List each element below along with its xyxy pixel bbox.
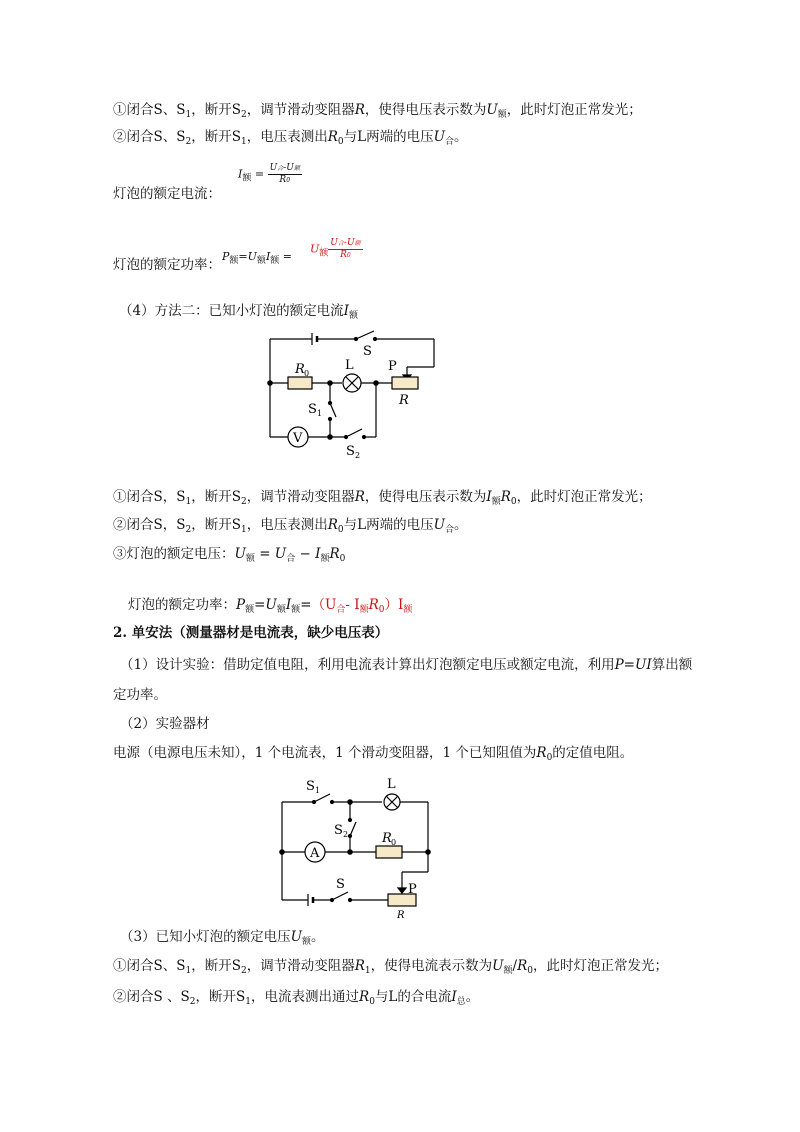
resistor-r0 — [376, 846, 402, 858]
slider-arrow — [398, 888, 406, 893]
current-formula-label: 灯泡的额定电流： — [113, 186, 221, 202]
rheostat-r — [392, 377, 418, 389]
current-formula: $I_额$ = $\frac{\text{U合-U额}}{R0}$ — [238, 163, 300, 185]
circuit-diagram-voltmeter — [262, 325, 442, 465]
label-s: S — [336, 877, 345, 892]
label-r: R — [399, 393, 409, 408]
label-s: S — [363, 344, 372, 359]
label-l: L — [387, 777, 396, 792]
switch-s2 — [350, 822, 356, 836]
ammeter-label: A — [310, 846, 320, 861]
method2-heading: （4）方法二：已知小灯泡的额定电流$I_额$ — [119, 303, 358, 321]
power-b: 灯泡的额定功率：$P_额=U_额I_额=(U_合-$ $I_额R_0)I_额$ — [128, 597, 413, 615]
switch-s1 — [330, 403, 336, 417]
switch-s — [356, 331, 374, 339]
switch-s — [332, 892, 348, 900]
equipment-title: （2）实验器材 — [120, 716, 210, 732]
label-l: L — [345, 358, 354, 373]
label-r: R — [397, 910, 405, 921]
step-b1: ①闭合S，$S_1$，断开$S_2$，调节滑动变阻器R，使得电压表示数为$I_额R_0$，此时灯泡正常发光； — [113, 489, 652, 507]
step-c2: ②闭合S 、$S_2$，断开$S_1$，电流表测出通过$R_0$与L的合电流$I_总$。 — [113, 989, 480, 1007]
resistor-r0 — [288, 377, 312, 389]
circuit-diagram-ammeter — [270, 772, 440, 922]
switch-s1 — [314, 794, 330, 802]
step-a2: ②闭合S、$S_2$，断开$S_1$，电压表测出$R_0$与L两端的电压$U_合$。 — [113, 129, 468, 147]
step-c0: （3）已知小灯泡的额定电压$U_额$。 — [120, 929, 325, 947]
label-r0: R — [295, 362, 305, 377]
power-formula-lhs: $P_额=U_额I_额$ = — [222, 250, 293, 266]
label-s1-sub: 1 — [315, 786, 321, 795]
label-p: P — [408, 882, 417, 897]
label-s1-sub: 1 — [317, 409, 323, 418]
section2-title: 2. 单安法（测量器材是电流表，缺少电压表） — [113, 625, 389, 641]
label-s2: S — [334, 823, 343, 838]
label-r0: R — [382, 831, 392, 846]
equipment-desc: 电源（电源电压未知），1 个电流表，1 个滑动变阻器，1 个已知阻值为$R_0$的定值电阻。 — [113, 745, 634, 763]
step-b3: ③灯泡的额定电压：$U_额 = U_合 - I_额R_0$ — [113, 546, 346, 564]
label-s2: S — [346, 444, 355, 459]
step-a1: ①闭合S、$S_1$，断开$S_2$，调节滑动变阻器R，使得电压表示数为$U_额$，此时灯泡正常发光； — [113, 102, 642, 120]
label-s1: S — [308, 402, 317, 417]
step-b2: ②闭合S，$S_2$，断开$S_1$，电压表测出$R_0$与L两端的电压$U_合$。 — [113, 517, 468, 535]
power-formula-label: 灯泡的额定功率： — [113, 257, 221, 273]
label-r0-sub: 0 — [391, 838, 397, 847]
label-r0-sub: 0 — [304, 369, 310, 378]
design-line1: （1）设计实验：借助定值电阻，利用电流表计算出灯泡额定电压或额定电流，利用P=UI算出额 — [120, 657, 693, 673]
voltmeter-label: V — [293, 431, 303, 446]
design-line2: 定功率。 — [113, 687, 167, 703]
power-formula-rhs: $U_额$ $\frac{\text{U合-U额}}{R0}$ — [310, 238, 361, 260]
label-s2-sub: 2 — [343, 830, 349, 839]
label-s2-sub: 2 — [355, 451, 361, 460]
label-s1: S — [306, 779, 315, 794]
step-c1: ①闭合S、$S_1$，断开$S_2$，调节滑动变阻器$R_1$，使得电流表示数为$U_额/R_0$，此时灯泡正常发光； — [113, 958, 668, 976]
switch-s2 — [346, 429, 362, 437]
label-p: P — [388, 359, 397, 374]
